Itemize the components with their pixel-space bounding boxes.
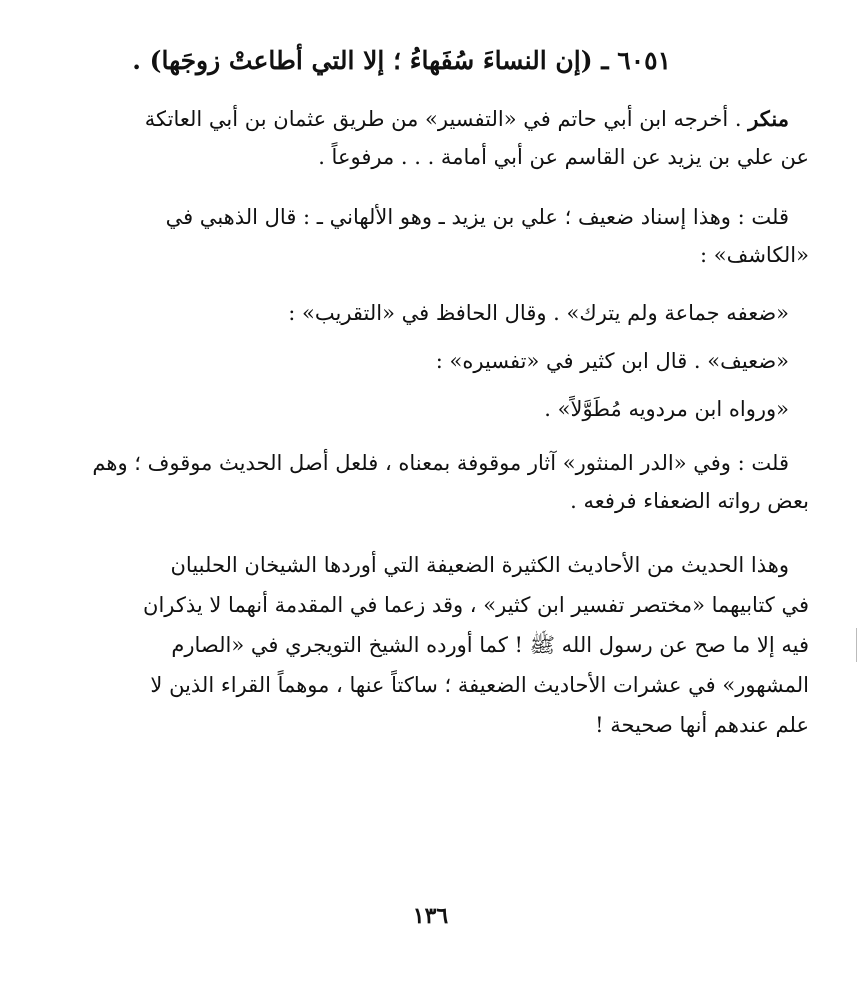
text-line: المشهور» في عشرات الأحاديث الضعيفة ؛ ساكتاً عنها ، موهماً القراء الذين لا <box>150 673 809 697</box>
hadith-title: ٦٠٥١ ـ (إن النساءَ سُفَهاءُ ؛ إلا التي أطاعتْ زوجَها) . <box>132 46 671 75</box>
text-line: وهذا الحديث من الأحاديث الكثيرة الضعيفة التي أوردها الشيخان الحلبيان <box>170 553 789 577</box>
text-line: في كتابيهما «مختصر تفسير ابن كثير» ، وقد زعما في المقدمة أنهما لا يذكران <box>143 593 809 617</box>
quote-line: «ضعفه جماعة ولم يترك» . وقال الحافظ في «التقريب» : <box>288 301 789 325</box>
page-number: ١٣٦ <box>412 903 449 929</box>
text-line: فيه إلا ما صح عن رسول الله ﷺ ! كما أورده الشيخ التويجري في «الصارم <box>171 633 809 657</box>
quote-line: «ضعيف» . قال ابن كثير في «تفسيره» : <box>435 349 789 373</box>
text-line: قلت : وهذا إسناد ضعيف ؛ علي بن يزيد ـ وهو الألهاني ـ : قال الذهبي في <box>165 205 789 229</box>
text-line: عن علي بن يزيد عن القاسم عن أبي أمامة . . . مرفوعاً . <box>318 145 809 169</box>
grading-label: منكر <box>748 106 789 131</box>
text-line: بعض رواته الضعفاء فرفعه . <box>570 489 809 513</box>
text-line: قلت : وفي «الدر المنثور» آثار موقوفة بمعناه ، فلعل أصل الحديث موقوف ؛ وهم <box>92 451 789 475</box>
scan-edge-mark <box>856 628 857 662</box>
text-line: علم عندهم أنها صحيحة ! <box>595 713 809 737</box>
quote-line: «ورواه ابن مردويه مُطَوَّلاً» . <box>544 397 789 421</box>
text-line: «الكاشف» : <box>699 243 809 267</box>
text-line: منكر . أخرجه ابن أبي حاتم في «التفسير» من طريق عثمان بن أبي العاتكة <box>144 106 789 131</box>
